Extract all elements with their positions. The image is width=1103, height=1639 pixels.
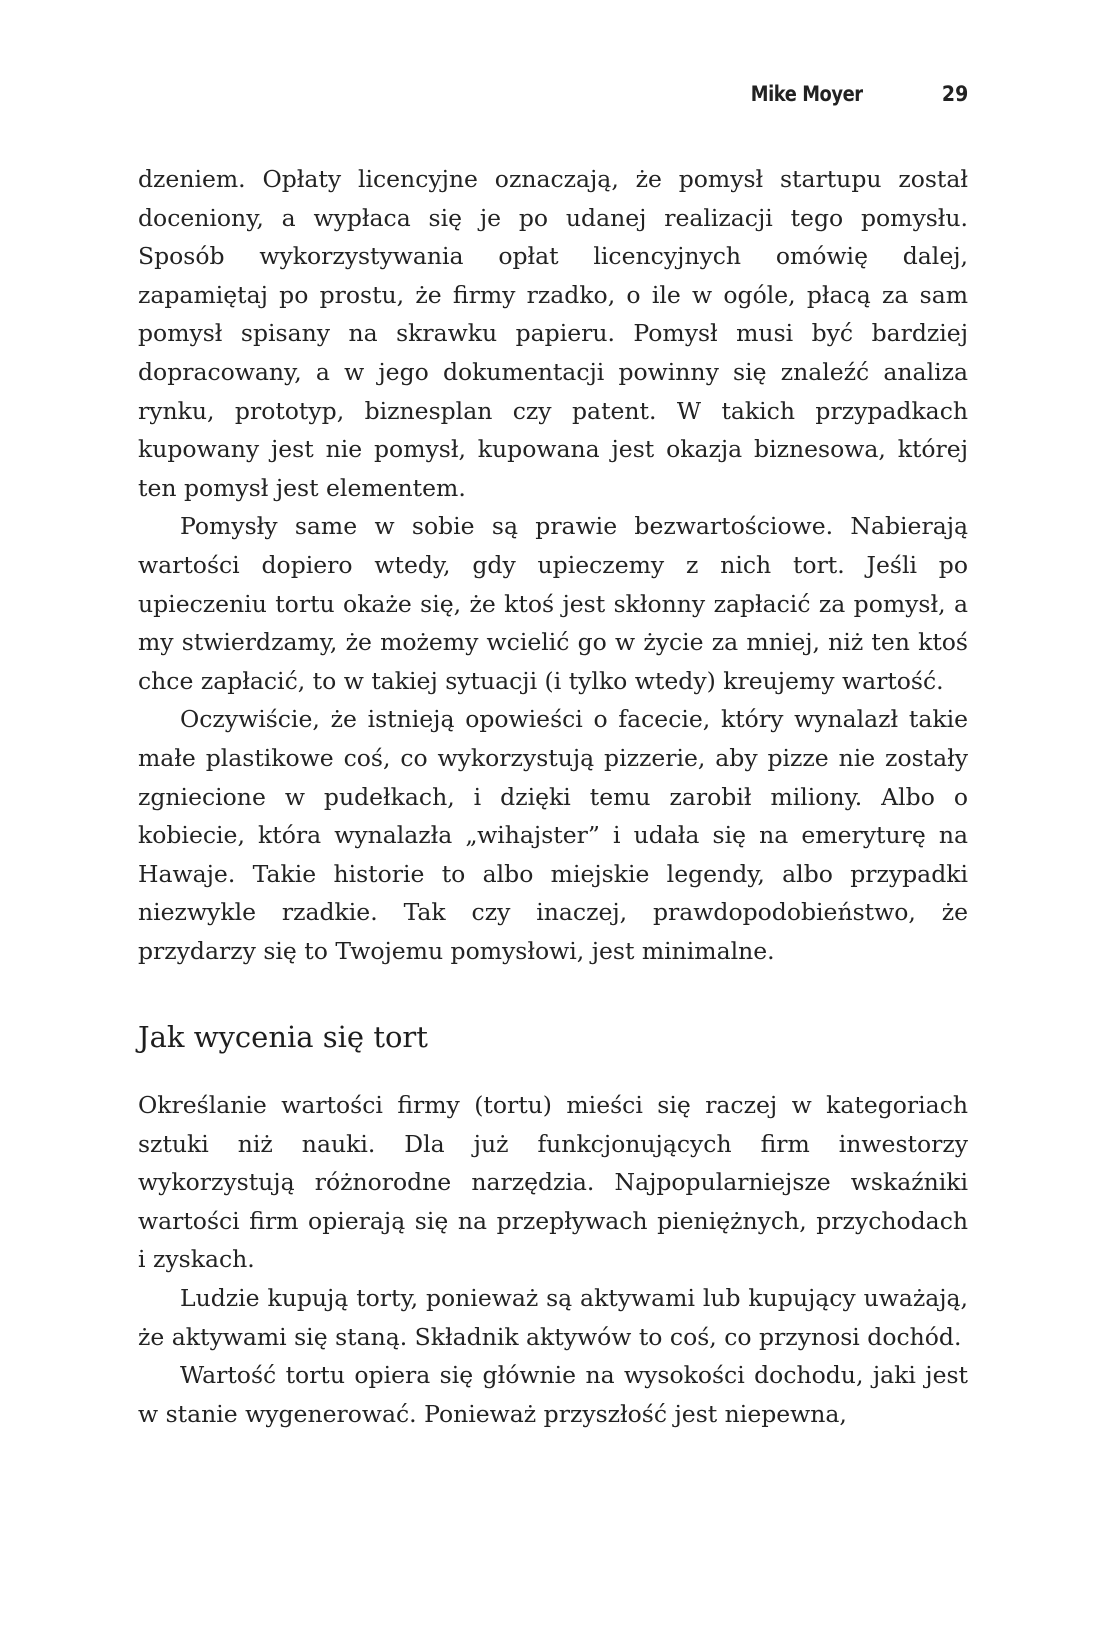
page-number: 29 xyxy=(941,82,968,106)
paragraph: Pomysły same w sobie są prawie bezwartościowe. Nabierają wartości dopiero wtedy, gdy upieczemy z nich tort. Jeśli po upieczeniu tortu okaże się, że ktoś jest skłonny zapłacić za pomysł, a my stwierdzamy, że możemy wcielić go w życie za mniej, niż ten ktoś chce zapłacić, to w takiej sytuacji (i tylko wtedy) kreujemy wartość. xyxy=(138,512,968,695)
running-head-author: Mike Moyer xyxy=(751,82,863,106)
body-text-section-2 xyxy=(138,1086,968,1433)
paragraph: Określanie wartości firmy (tortu) mieści się raczej w kategoriach sztuki niż nauki. Dla już funkcjonujących firm inwestorzy wykorzystują różnorodne narzędzia. Najpopularniejsze wskaźniki wartości firm opierają się na przepływach pieniężnych, przychodach i zyskach. xyxy=(138,1091,968,1274)
running-header xyxy=(138,82,968,116)
paragraph: Oczywiście, że istnieją opowieści o facecie, który wynalazł takie małe plastikowe coś, co wykorzystują pizzerie, aby pizze nie zostały zgniecione w pudełkach, i dzięki temu zarobił miliony. Albo o kobiecie, która wynalazła „wihajster” i udała się na emeryturę na Hawaje. Takie historie to albo miejskie legendy, albo przypadki niezwykle rzadkie. Tak czy inaczej, prawdopodobieństwo, że przydarzy się to Twojemu pomysłowi, jest minimalne. xyxy=(138,705,968,965)
body-text-section-1 xyxy=(138,160,968,970)
paragraph: Wartość tortu opiera się głównie na wysokości dochodu, jaki jest w stanie wygenerować. Ponieważ przyszłość jest niepewna, xyxy=(138,1361,968,1428)
section-heading: Jak wycenia się tort xyxy=(138,1020,428,1054)
paragraph: Ludzie kupują torty, ponieważ są aktywami lub kupujący uważają, że aktywami się staną. Składnik aktywów to coś, co przynosi dochód. xyxy=(138,1283,968,1351)
paragraph-continued: dzeniem. Opłaty licencyjne oznaczają, że pomysł startupu został doceniony, a wypłaca się je po udanej realizacji tego pomysłu. Sposób wykorzystywania opłat licencyjnych omówię dalej, zapamiętaj po prostu, że firmy rzadko, o ile w ogóle, płacą za sam pomysł spisany na skrawku papieru. Pomysł musi być bardziej dopracowany, a w jego dokumentacji powinny się znaleźć analiza rynku, prototyp, biznesplan czy patent. W takich przypadkach kupowany jest nie pomysł, kupowana jest okazja biznesowa, której ten pomysł jest elementem. xyxy=(138,165,968,502)
